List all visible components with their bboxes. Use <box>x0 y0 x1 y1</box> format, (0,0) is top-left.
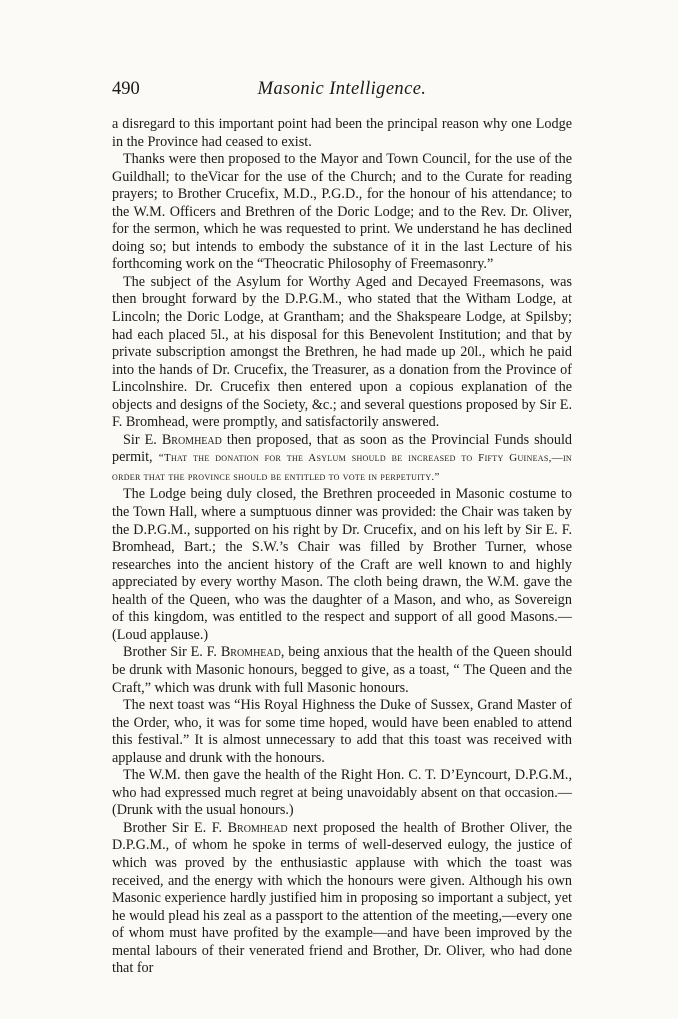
paragraph-6-lead: Brother Sir E. F. <box>123 644 217 661</box>
surname-bromhead: Bromhead <box>220 644 281 661</box>
paragraph-4 <box>112 432 572 487</box>
paragraph-4-lead: Sir E. <box>123 431 157 448</box>
paragraph-7: The next toast was “His Royal Highness the Duke of Sussex, Grand Master of the Order, who, it was for some time hoped, would have been enabled to attend this festival.” It is almost unnecessary to add that this toast was received with applause and drunk with the honours. <box>112 697 572 766</box>
paragraph-1: a disregard to this important point had been the principal reason why one Lodge in the Province had ceased to exist. <box>112 116 572 150</box>
paragraph-8: The W.M. then gave the health of the Right Hon. C. T. D’Eyncourt, D.P.G.M., who had expressed much regret at being unavoidably absent on that occasion.—(Drunk with the usual honours.) <box>112 767 572 819</box>
paragraph-6-text: , being anxious that the health of the Queen should be drunk with Masonic honours, begged to give, as a toast, “ The Queen and the Craft,” which was drunk with full Masonic honours. <box>112 644 572 696</box>
paragraph-9 <box>112 820 572 978</box>
page-header <box>112 79 572 103</box>
running-title: Masonic Intelligence. <box>257 79 427 99</box>
paragraph-3: The subject of the Asylum for Worthy Aged and Decayed Freemasons, was then brought forward by the D.P.G.M., who stated that the Witham Lodge, at Lincoln; the Doric Lodge, at Grantham; and the Shakspeare Lodge, at Spilsby; had each placed 5l., at his disposal for this Benevolent Institution; and that by private subscription amongst the Brethren, he had made up 20l., which he paid into the hands of Dr. Crucefix, the Treasurer, as a donation from the Province of Lincolnshire. Dr. Crucefix then entered upon a copious explanation of the objects and designs of the Society, &c.; and several questions proposed by Sir E. F. Bromhead, were promptly, and satisfactorily answered. <box>112 273 572 431</box>
paragraph-2: Thanks were then proposed to the Mayor and Town Council, for the use of the Guildhall; to theVicar for the use of the Church; and to the Curate for reading prayers; to Brother Crucefix, M.D., P.G.D., for the honour of his attendance; to the W.M. Officers and Brethren of the Doric Lodge; and to the Rev. Dr. Oliver, for the sermon, which he was requested to print. We understand he has declined doing so; but intends to embody the substance of it in the last Lecture of his forthcoming work on the “Theocratic Philosophy of Freemasonry.” <box>112 151 572 273</box>
page-number: 490 <box>112 79 140 99</box>
article-body <box>112 116 572 978</box>
surname-bromhead: Bromhead <box>227 819 288 836</box>
paragraph-4-text: then proposed, that as soon as the Provincial Funds should permit, <box>112 431 572 466</box>
paragraph-9-text: next proposed the health of Brother Oliver, the D.P.G.M., of whom he spoke in terms of well-deserved eulogy, the justice of which was proved by the enthusiastic applause with which the toast was received, and the energy with which the honours were given. Although his own Masonic experience hardly justified him in proposing so important a subject, yet he would plead his zeal as a passport to the attention of the meeting,—every one of whom must have profited by the example—and have been improved by the mental labours of their venerated friend and Brother, Dr. Oliver, who had done that for <box>112 819 573 977</box>
surname-bromhead: Bromhead <box>161 431 222 448</box>
resolution-quote: “That the donation for the Asylum should be increased to Fifty Guineas,—in order that the province should be entitled to vote in perpetuity.” <box>112 452 572 483</box>
paragraph-9-lead: Brother Sir E. F. <box>123 819 223 836</box>
paragraph-6 <box>112 644 572 697</box>
paragraph-5: The Lodge being duly closed, the Brethren proceeded in Masonic costume to the Town Hall, where a sumptuous dinner was provided: the Chair was taken by the D.P.G.M., supported on his right by Dr. Crucefix, and on his left by Sir E. F. Bromhead, Bart.; the S.W.’s Chair was filled by Brother Turner, whose researches into the ancient history of the Craft are well known to and highly appreciated by every worthy Mason. The cloth being drawn, the W.M. gave the health of the Queen, who was the daughter of a Mason, and who, as Sovereign of this kingdom, was entitled to the respect and support of all good Masons.—(Loud applause.) <box>112 486 572 643</box>
